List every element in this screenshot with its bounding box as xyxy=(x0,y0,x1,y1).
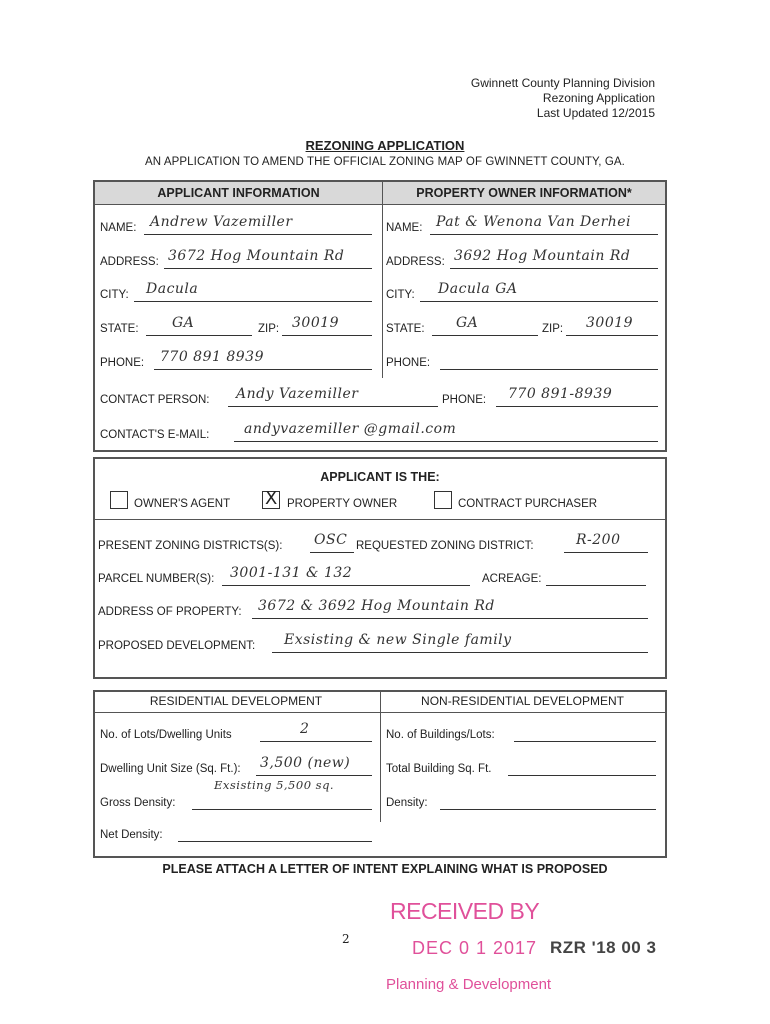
case-number-stamp: RZR '18 00 3 xyxy=(550,938,657,957)
development-heading-rule xyxy=(95,712,665,713)
gross-density-label: Gross Density: xyxy=(100,797,176,809)
applicant-zip-value: 30019 xyxy=(292,315,340,331)
buildings-label: No. of Buildings/Lots: xyxy=(386,729,495,741)
contact-phone-label: PHONE: xyxy=(442,394,487,406)
property-owner-check-mark: X xyxy=(265,488,278,509)
owner-state-field[interactable] xyxy=(432,317,538,336)
unit-size-note: Exsisting 5,500 sq. xyxy=(214,778,335,792)
gross-density-field[interactable] xyxy=(192,791,372,810)
buildings-field[interactable] xyxy=(514,723,656,742)
applicant-zip-label: ZIP: xyxy=(258,323,280,335)
owner-state-value: GA xyxy=(456,315,479,331)
nonres-density-label: Density: xyxy=(386,797,428,809)
applicant-name-label: NAME: xyxy=(100,222,137,234)
applicant-is-rule xyxy=(95,519,665,520)
applicant-phone-label: PHONE: xyxy=(100,357,145,369)
page-number: 2 xyxy=(342,932,350,946)
owner-name-value: Pat & Wenona Van Derhei xyxy=(436,214,632,230)
requested-zoning-label: REQUESTED ZONING DISTRICT: xyxy=(356,540,534,552)
page-title: REZONING APPLICATION xyxy=(305,138,465,153)
unit-size-label: Dwelling Unit Size (Sq. Ft.): xyxy=(100,763,241,775)
owner-zip-value: 30019 xyxy=(586,315,634,331)
contract-purchaser-label: CONTRACT PURCHASER xyxy=(458,498,598,510)
net-density-label: Net Density: xyxy=(100,829,163,841)
owner-city-value: Dacula GA xyxy=(438,281,518,297)
owner-zip-label: ZIP: xyxy=(542,323,564,335)
owners-agent-label: OWNER'S AGENT xyxy=(134,498,231,510)
column-divider xyxy=(382,182,383,378)
contact-phone-value: 770 891-8939 xyxy=(508,386,613,402)
proposed-development-value: Exsisting & new Single family xyxy=(284,632,512,648)
owner-address-value: 3692 Hog Mountain Rd xyxy=(454,248,631,264)
division-name: Gwinnett County Planning Division xyxy=(470,76,655,90)
owners-agent-checkbox[interactable] xyxy=(110,491,128,509)
received-stamp-department: Planning & Development xyxy=(386,976,552,993)
owner-phone-field[interactable] xyxy=(440,351,658,370)
property-owner-label: PROPERTY OWNER xyxy=(287,498,398,510)
parcel-number-label: PARCEL NUMBER(S): xyxy=(98,573,215,585)
lots-value: 2 xyxy=(300,721,310,737)
applicant-city-label: CITY: xyxy=(100,289,129,301)
applicant-address-label: ADDRESS: xyxy=(100,256,159,268)
unit-size-value: 3,500 (new) xyxy=(260,755,351,771)
nonresidential-heading: NON-RESIDENTIAL DEVELOPMENT xyxy=(421,694,624,708)
lots-field[interactable] xyxy=(260,723,372,742)
contract-purchaser-checkbox[interactable] xyxy=(434,491,452,509)
present-zoning-label: PRESENT ZONING DISTRICTS(S): xyxy=(98,540,283,552)
acreage-label: ACREAGE: xyxy=(482,573,542,585)
owner-state-label: STATE: xyxy=(386,323,425,335)
total-sqft-label: Total Building Sq. Ft. xyxy=(386,763,492,775)
total-sqft-field[interactable] xyxy=(508,757,656,776)
net-density-field[interactable] xyxy=(178,823,372,842)
document-header xyxy=(471,76,655,121)
contact-person-value: Andy Vazemiller xyxy=(236,386,359,402)
owner-city-label: CITY: xyxy=(386,289,415,301)
applicant-state-value: GA xyxy=(172,315,195,331)
applicant-city-value: Dacula xyxy=(146,281,199,297)
owner-heading: PROPERTY OWNER INFORMATION* xyxy=(383,182,665,205)
requested-zoning-value: R-200 xyxy=(576,532,621,548)
property-address-label: ADDRESS OF PROPERTY: xyxy=(98,606,242,618)
applicant-heading: APPLICANT INFORMATION xyxy=(95,182,382,205)
received-stamp-title: RECEIVED BY xyxy=(390,898,540,924)
contact-email-value: andyvazemiller @gmail.com xyxy=(244,421,457,437)
parcel-number-value: 3001-131 & 132 xyxy=(230,565,353,581)
acreage-field[interactable] xyxy=(546,567,646,586)
contact-person-label: CONTACT PERSON: xyxy=(100,394,210,406)
property-address-value: 3672 & 3692 Hog Mountain Rd xyxy=(258,598,495,614)
page-subtitle: AN APPLICATION TO AMEND THE OFFICIAL ZONING MAP OF GWINNETT COUNTY, GA. xyxy=(145,156,625,168)
owner-name-label: NAME: xyxy=(386,222,423,234)
present-zoning-value: OSC xyxy=(314,532,348,548)
residential-heading: RESIDENTIAL DEVELOPMENT xyxy=(149,694,323,708)
form-name: Rezoning Application xyxy=(542,91,655,105)
owner-address-label: ADDRESS: xyxy=(386,256,445,268)
applicant-is-heading: APPLICANT IS THE: xyxy=(320,470,440,484)
applicant-phone-value: 770 891 8939 xyxy=(160,349,264,365)
owner-phone-label: PHONE: xyxy=(386,357,431,369)
applicant-name-value: Andrew Vazemiller xyxy=(150,214,293,230)
last-updated: Last Updated 12/2015 xyxy=(536,106,655,120)
applicant-state-label: STATE: xyxy=(100,323,139,335)
lots-label: No. of Lots/Dwelling Units xyxy=(100,729,232,741)
contact-email-label: CONTACT'S E-MAIL: xyxy=(100,429,210,441)
letter-of-intent-note: PLEASE ATTACH A LETTER OF INTENT EXPLAINING WHAT IS PROPOSED xyxy=(162,862,608,876)
applicant-state-field[interactable] xyxy=(146,317,252,336)
proposed-development-label: PROPOSED DEVELOPMENT: xyxy=(98,640,256,652)
nonres-density-field[interactable] xyxy=(440,791,656,810)
applicant-address-value: 3672 Hog Mountain Rd xyxy=(168,248,345,264)
received-stamp-date: DEC 0 1 2017 xyxy=(412,938,538,958)
